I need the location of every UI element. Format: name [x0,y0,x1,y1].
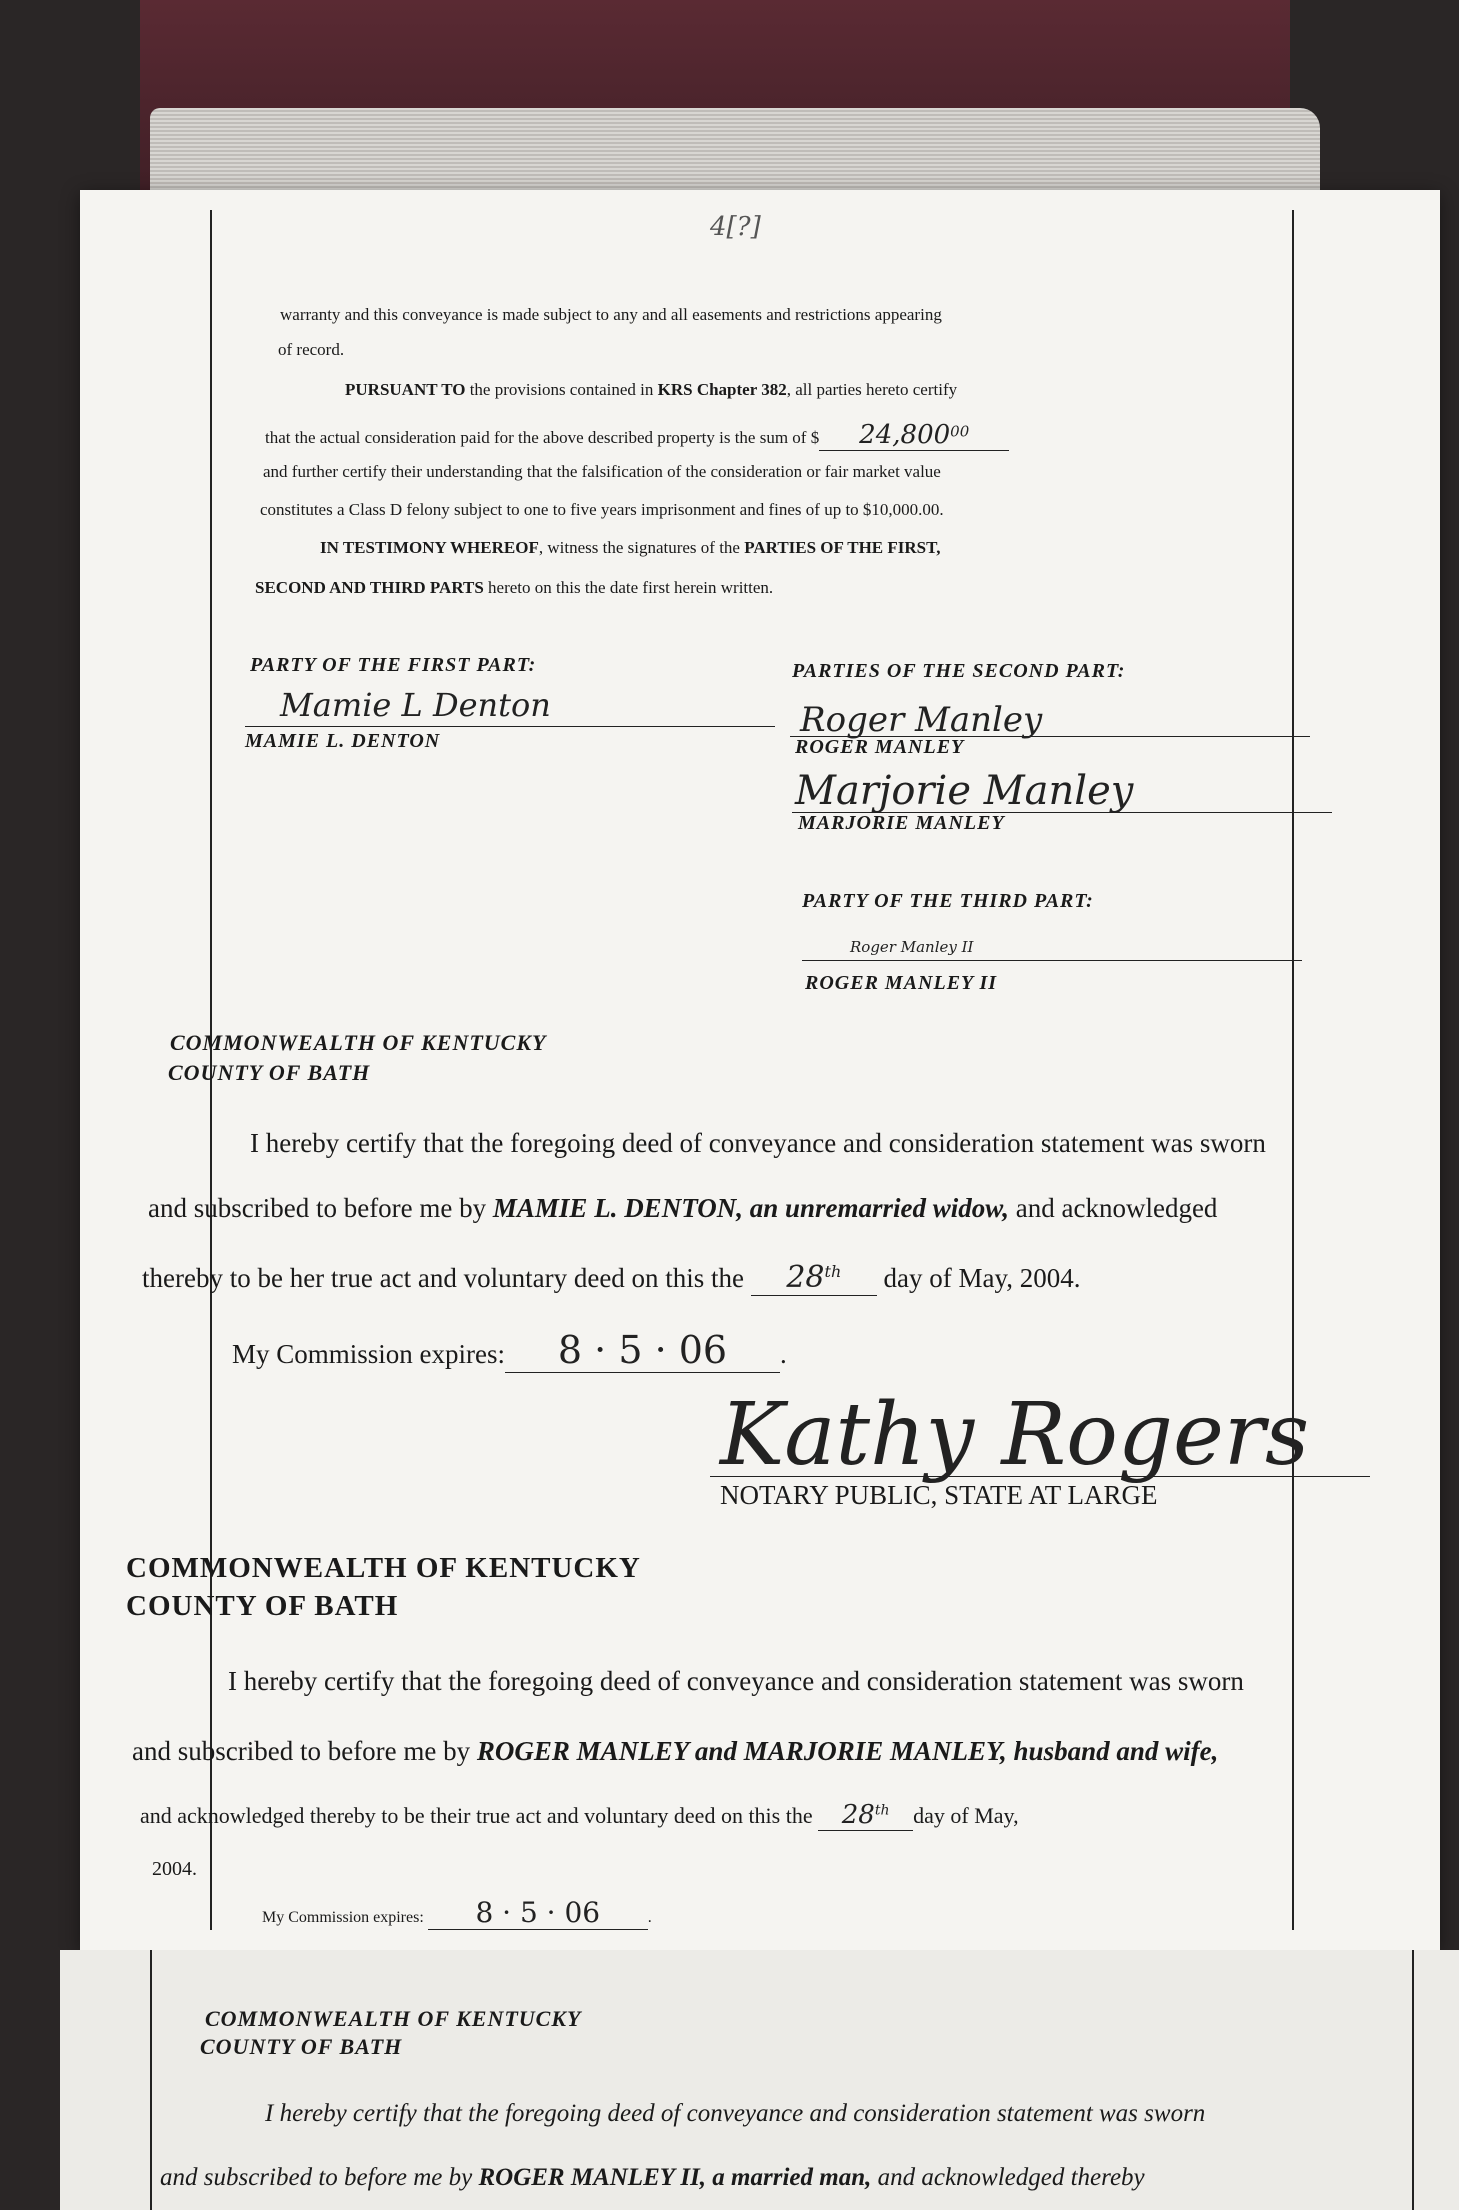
p2-line3: and further certify their understanding that the falsification of the consideration or fair market value [263,462,941,481]
ack1-day-field [751,1260,877,1296]
p3-line2 [255,578,773,598]
p2-lead: PURSUANT TO [345,380,466,399]
third-party-sigline [802,960,1302,961]
next-line2-bold: ROGER MANLEY II, a married man, [478,2164,872,2191]
second-party-heading: PARTIES OF THE SECOND PART: [792,660,1126,682]
ack1-line3 [142,1260,1081,1296]
p3-line1 [320,538,940,558]
p3-bold2: SECOND AND THIRD PARTS [255,578,484,597]
p2-text2: , all parties hereto certify [786,380,958,399]
ack1-heading2: COUNTY OF BATH [168,1060,371,1085]
ack2-commission-field [428,1896,648,1930]
ack1-line1: I hereby certify that the foregoing deed of conveyance and consideration statement was sworn [250,1128,1266,1158]
ack2-line2-pre: and subscribed to before me by [132,1736,477,1766]
next-line1: I hereby certify that the foregoing deed of conveyance and consideration statement was sworn [265,2100,1206,2127]
next-heading1: COMMONWEALTH OF KENTUCKY [205,2006,582,2031]
ack2-commission: My Commission expires: 8 · 5 · 06 . [262,1896,652,1929]
next-page [60,1950,1459,2210]
ack2-heading2: COUNTY OF BATH [126,1590,399,1622]
ack2-commission-date: 8 · 5 · 06 [475,1896,601,1929]
next-line2-post: and acknowledged thereby [871,2164,1145,2191]
ack1-commission-field [505,1328,780,1373]
p2-line4: constitutes a Class D felony subject to one to five years imprisonment and fines of up to $10,000.00. [260,500,944,519]
ack2-line4: 2004. [152,1858,197,1880]
next-heading2: COUNTY OF BATH [200,2034,403,2059]
first-party-name: MAMIE L. DENTON [245,730,441,752]
ack1-line3-post: day of May, 2004. [876,1263,1081,1293]
p1-line1: warranty and this conveyance is made subject to any and all easements and restrictions appearing [280,305,942,324]
first-party-signature: Mamie L Denton [280,686,551,724]
ack1-day: 28 [786,1260,825,1295]
second-party-signature-1: Roger Manley [800,700,1043,740]
ack2-day: 28 [841,1800,875,1830]
p3-text2: hereto on this the date first herein written. [483,578,774,597]
p2-line2 [265,420,1009,451]
ack2-line3 [140,1800,1019,1831]
ack2-line2 [132,1736,1218,1767]
notary-signature: Kathy Rogers [720,1385,1310,1485]
amount-value: 24,800 [859,420,951,450]
p3-bold1: PARTIES OF THE FIRST, [744,538,941,557]
ack1-line3-pre: thereby to be her true act and voluntary deed on this the [142,1263,751,1293]
next-line2 [160,2164,1145,2192]
second-party-name-1: ROGER MANLEY [795,736,965,758]
second-party-name-2: MARJORIE MANLEY [798,812,1005,834]
notary-sigline [710,1476,1370,1477]
first-party-sigline [245,726,775,727]
p2-line1 [345,380,957,400]
p3-lead: IN TESTIMONY WHEREOF [320,538,539,557]
ack2-line1: I hereby certify that the foregoing deed of conveyance and consideration statement was sworn [228,1666,1244,1696]
first-party-heading: PARTY OF THE FIRST PART: [250,654,537,676]
ack2-line2-bold: ROGER MANLEY and MARJORIE MANLEY, husband and wife, [476,1736,1219,1766]
ack1-day-suffix: th [824,1262,842,1281]
p2-line2-text: that the actual consideration paid for the above described property is the sum of $ [265,428,820,447]
ack2-line3-pre: and acknowledged thereby to be their true act and voluntary deed on this the [140,1803,819,1828]
p1-line2: of record. [278,340,345,359]
deed-page [80,190,1440,1950]
page-number: 4[?] [710,212,761,242]
third-party-heading: PARTY OF THE THIRD PART: [802,890,1094,912]
ack1-line2-post: and acknowledged [1009,1193,1218,1223]
ack2-day-suffix: th [874,1802,890,1819]
notary-title: NOTARY PUBLIC, STATE AT LARGE [720,1480,1158,1510]
third-party-signature: Roger Manley II [850,938,974,956]
ack1-line2-pre: and subscribed to before me by [148,1193,493,1223]
ack2-commission-label: My Commission expires: [262,1909,424,1926]
ack1-commission-label: My Commission expires: [232,1339,506,1369]
ack2-heading1: COMMONWEALTH OF KENTUCKY [126,1552,641,1584]
ack1-commission-date: 8 · 5 · 06 [557,1328,728,1372]
second-party-signature-2: Marjorie Manley [795,768,1134,814]
p2-krs: KRS Chapter 382 [657,380,787,399]
ack2-line3-post: day of May, [913,1803,1019,1828]
next-line2-pre: and subscribed to before me by [160,2164,479,2191]
ack1-line2-bold: MAMIE L. DENTON, an unremarried widow, [492,1193,1010,1223]
ack1-heading1: COMMONWEALTH OF KENTUCKY [170,1030,547,1055]
p2-text1: the provisions contained in [465,380,658,399]
ack1-line2 [148,1193,1217,1224]
ack1-commission: My Commission expires: 8 · 5 · 06 . [232,1328,787,1372]
third-party-name: ROGER MANLEY II [805,972,998,994]
ack2-day-field [818,1800,913,1831]
amount-cents: 00 [950,422,970,441]
p3-text1: , witness the signatures of the [538,538,745,557]
amount-field [819,420,1009,451]
